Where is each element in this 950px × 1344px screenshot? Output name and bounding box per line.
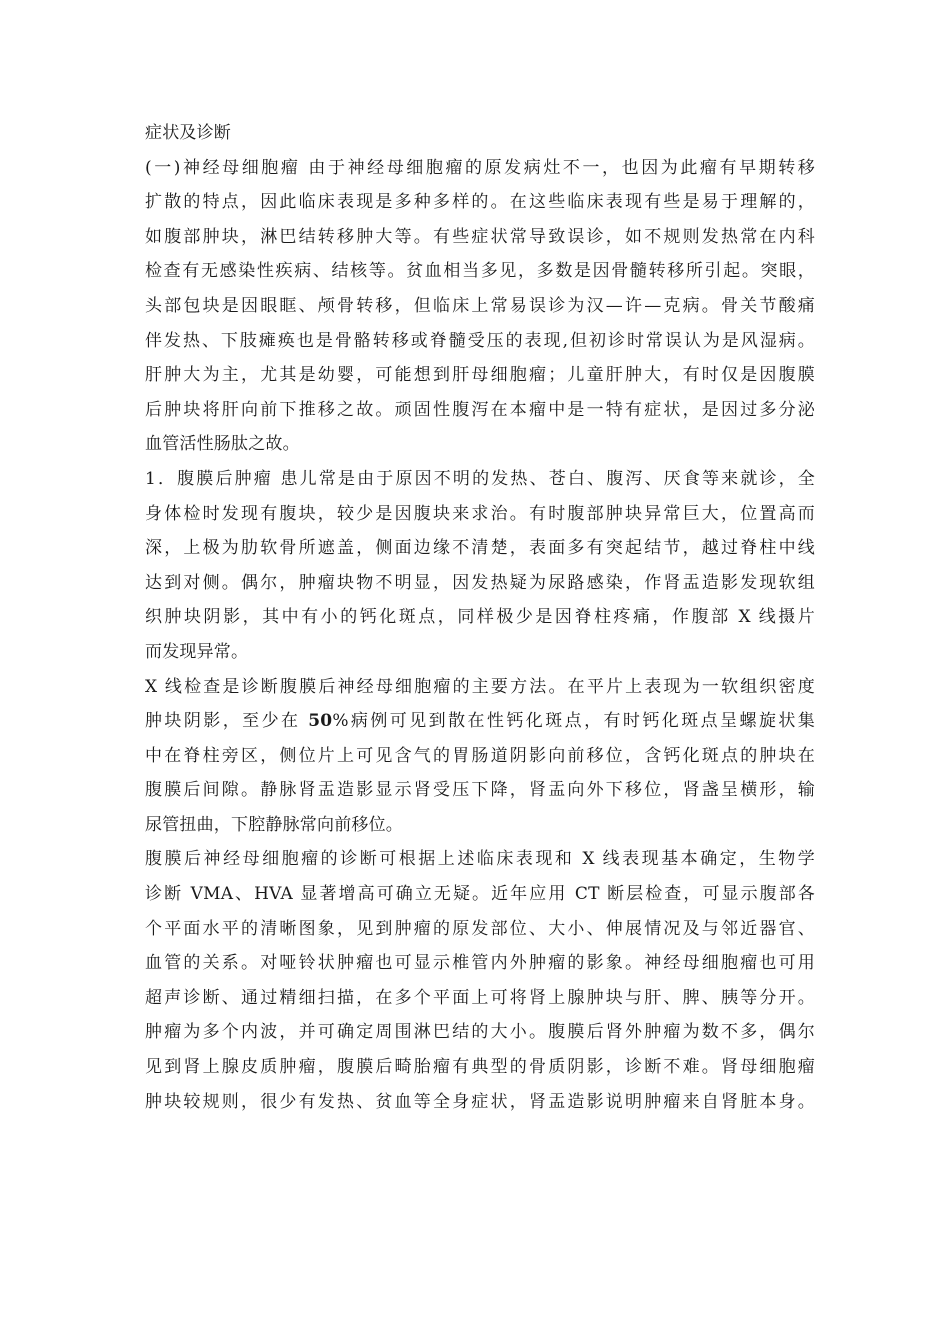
text-line: 尿管扭曲，下腔静脉常向前移位。 bbox=[145, 814, 403, 835]
text-line: 达到对侧。偶尔，肿瘤块物不明显，因发热疑为尿路感染，作肾盂造影发现软组 bbox=[145, 572, 815, 593]
text-segment: 肿块阴影，至少在 bbox=[145, 711, 309, 732]
text-line: 检查有无感染性疾病、结核等。贫血相当多见，多数是因骨髓转移所引起。突眼， bbox=[145, 261, 815, 282]
text-line: 肿瘤为多个内波，并可确定周围淋巴结的大小。腹膜后肾外肿瘤为数不多，偶尔 bbox=[145, 1022, 815, 1043]
text-line: 腹膜后间隙。静脉肾盂造影显示肾受压下降，肾盂向外下移位，肾盏呈横形，输 bbox=[145, 780, 815, 801]
paragraph-xray-exam bbox=[145, 670, 815, 843]
text-line: 腹膜后神经母细胞瘤的诊断可根据上述临床表现和 X 线表现基本确定，生物学 bbox=[145, 849, 815, 870]
text-line: 后肿块将肝向前下推移之故。顽固性腹泻在本瘤中是一特有症状，是因过多分泌 bbox=[145, 399, 815, 420]
text-line: 血管活性肠肽之故。 bbox=[145, 434, 300, 455]
percentage-bold: 50 bbox=[308, 711, 333, 732]
text-line bbox=[145, 704, 815, 739]
text-line: 血管的关系。对哑铃状肿瘤也可显示椎管内外肿瘤的影象。神经母细胞瘤也可用 bbox=[145, 953, 815, 974]
text-line: 伴发热、下肢瘫痪也是骨骼转移或脊髓受压的表现,但初诊时常误认为是风湿病。 bbox=[145, 330, 815, 351]
text-line: 肝肿大为主，尤其是幼婴，可能想到肝母细胞瘤；儿童肝肿大，有时仅是因腹膜 bbox=[145, 365, 815, 386]
text-line: 身体检时发现有腹块，较少是因腹块来求治。有时腹部肿块异常巨大，位置高而 bbox=[145, 503, 815, 524]
text-line: 1．腹膜后肿瘤 患儿常是由于原因不明的发热、苍白、腹泻、厌食等来就诊，全 bbox=[145, 468, 815, 489]
text-line: 超声诊断、通过精细扫描，在多个平面上可将肾上腺肿块与肝、脾、胰等分开。 bbox=[145, 987, 815, 1008]
text-segment: %病例可见到散在性钙化斑点，有时钙化斑点呈螺旋状集 bbox=[332, 711, 815, 732]
document-body bbox=[145, 116, 815, 1119]
text-line: (一)神经母细胞瘤 由于神经母细胞瘤的原发病灶不一，也因为此瘤有早期转移 bbox=[145, 157, 815, 178]
text-line: 诊断 VMA、HVA 显著增高可确立无疑。近年应用 CT 断层检查，可显示腹部各 bbox=[145, 884, 815, 905]
text-line: 个平面水平的清晰图象，见到肿瘤的原发部位、大小、伸展情况及与邻近器官、 bbox=[145, 918, 815, 939]
text-line: 中在脊柱旁区，侧位片上可见含气的胃肠道阴影向前移位，含钙化斑点的肿块在 bbox=[145, 745, 815, 766]
paragraph-retroperitoneal-tumor bbox=[145, 462, 815, 670]
text-line: 如腹部肿块，淋巴结转移肿大等。有些症状常导致误诊，如不规则发热常在内科 bbox=[145, 226, 815, 247]
paragraph-neuroblastoma bbox=[145, 151, 815, 462]
text-line: 深，上极为肋软骨所遮盖，侧面边缘不清楚，表面多有突起结节，越过脊柱中线 bbox=[145, 538, 815, 559]
section-heading: 症状及诊断 bbox=[145, 123, 231, 143]
text-line: 见到肾上腺皮质肿瘤，腹膜后畸胎瘤有典型的骨质阴影，诊断不难。肾母细胞瘤 bbox=[145, 1057, 815, 1078]
text-line: 而发现异常。 bbox=[145, 641, 249, 662]
text-line: X 线检查是诊断腹膜后神经母细胞瘤的主要方法。在平片上表现为一软组织密度 bbox=[145, 676, 815, 697]
text-line: 扩散的特点，因此临床表现是多种多样的。在这些临床表现有些是易于理解的， bbox=[145, 192, 815, 213]
paragraph-diagnosis bbox=[145, 842, 815, 1119]
text-line: 织肿块阴影，其中有小的钙化斑点，同样极少是因脊柱疼痛，作腹部 X 线摄片 bbox=[145, 607, 815, 628]
text-line: 头部包块是因眼眶、颅骨转移，但临床上常易误诊为汉—许—克病。骨关节酸痛 bbox=[145, 295, 815, 316]
text-line: 肿块较规则，很少有发热、贫血等全身症状，肾盂造影说明肿瘤来自肾脏本身。 bbox=[145, 1091, 815, 1112]
